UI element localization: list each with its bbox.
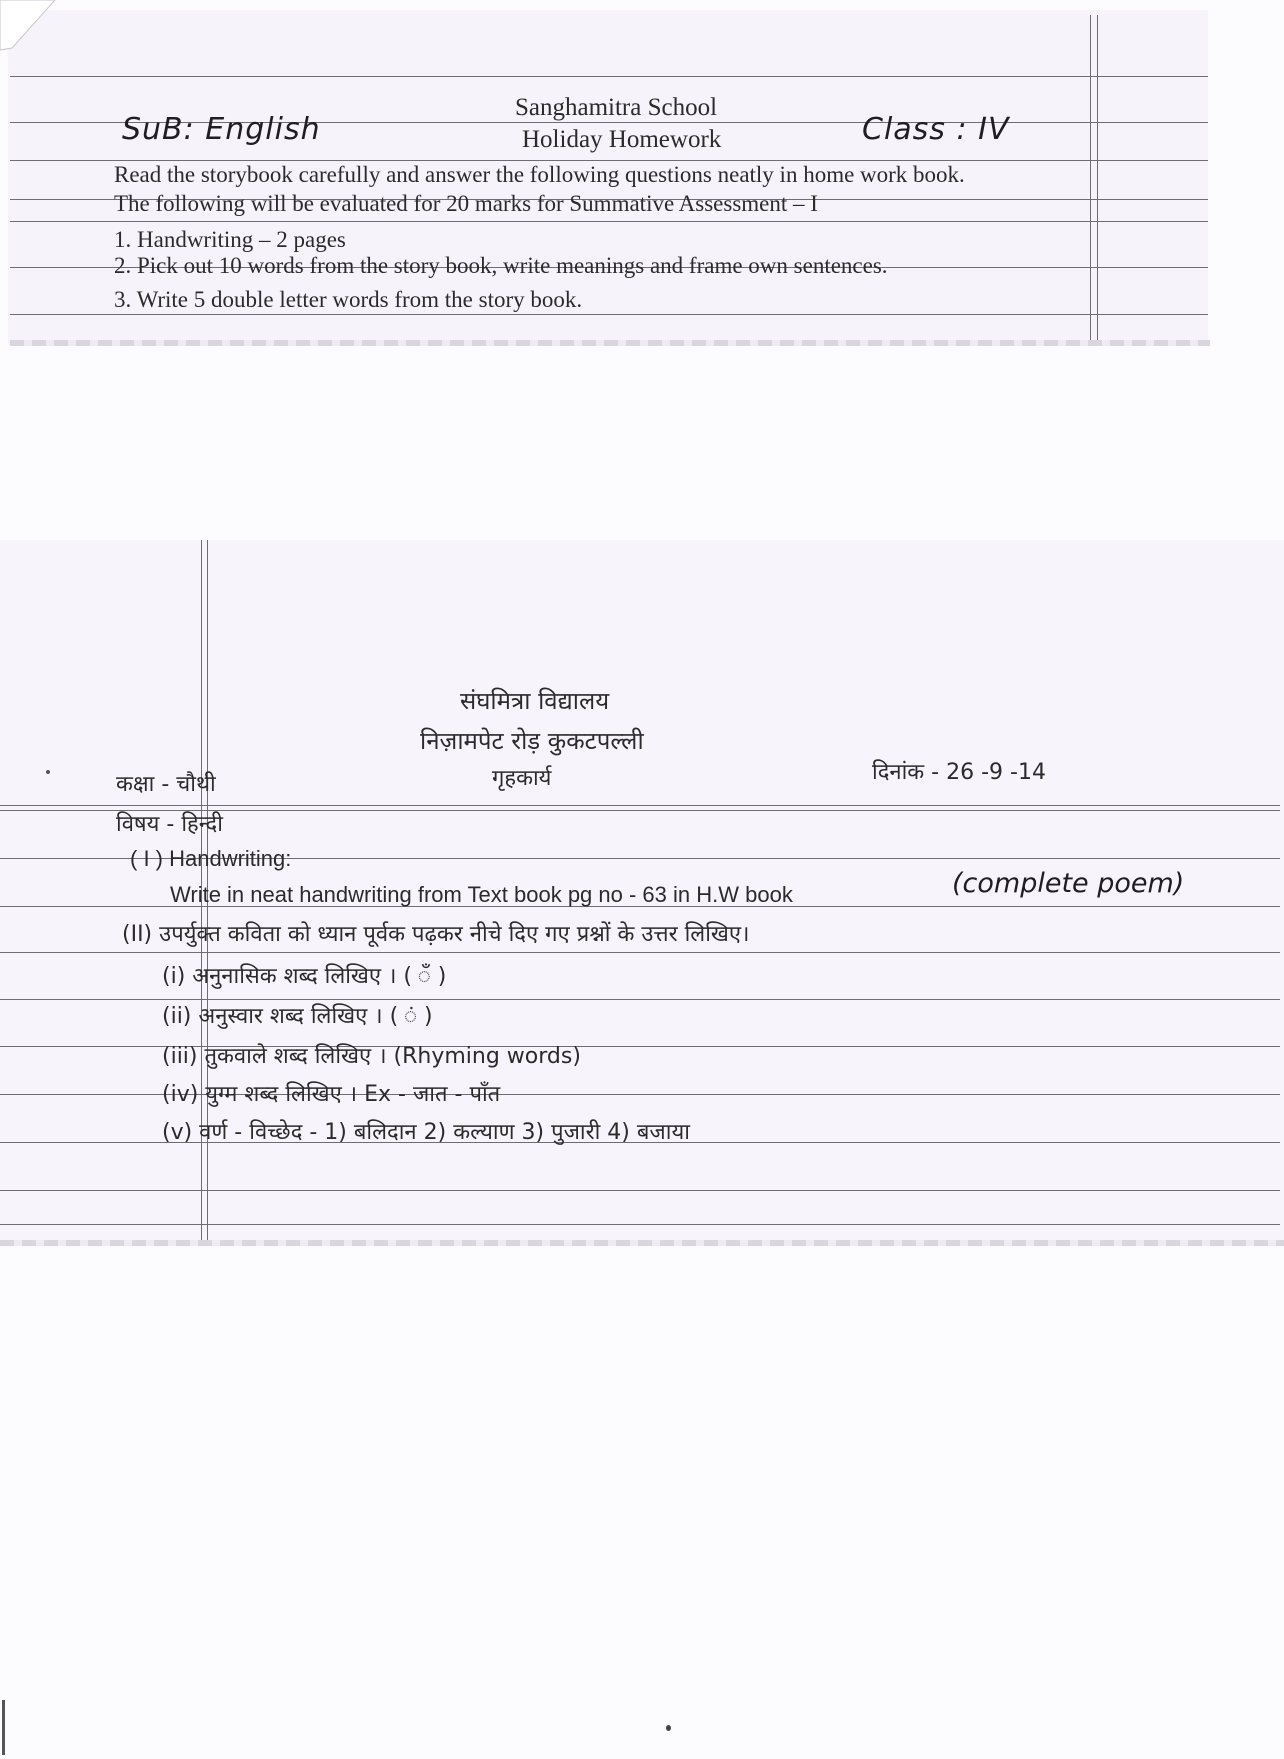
ruled-line bbox=[10, 160, 1208, 161]
scan-speck bbox=[46, 770, 50, 774]
class-handwritten: Class : IV bbox=[862, 112, 1010, 147]
ruled-line bbox=[0, 1190, 1280, 1191]
subject-label: विषय - हिन्दी bbox=[116, 812, 223, 837]
question-item: (iii) तुकवाले शब्द लिखिए । (Rhyming words) bbox=[162, 1044, 581, 1069]
question-item: (v) वर्ण - विच्छेद - 1) बलिदान 2) कल्याण 3) पुजारी 4) बजाया bbox=[162, 1120, 690, 1145]
list-item: 1. Handwriting – 2 pages bbox=[114, 227, 346, 252]
ruled-line bbox=[10, 76, 1208, 77]
school-name: Sanghamitra School bbox=[515, 94, 718, 121]
list-item: 3. Write 5 double letter words from the story book. bbox=[114, 287, 583, 312]
torn-edge bbox=[10, 340, 1210, 346]
ruled-line bbox=[10, 221, 1208, 222]
question-item: (ii) अनुस्वार शब्द लिखिए । ( ं ) bbox=[162, 1004, 433, 1029]
subject-handwritten: SuB: English bbox=[122, 112, 321, 147]
question-item: (iv) युग्म शब्द लिखिए । Ex - जात - पाँत bbox=[162, 1082, 501, 1107]
ruled-line bbox=[0, 1224, 1280, 1225]
ruled-line bbox=[10, 314, 1208, 315]
handwriting-instruction: Write in neat handwriting from Text book pg no - 63 in H.W book bbox=[170, 882, 793, 907]
section-heading: (II) उपर्युक्त कविता को ध्यान पूर्वक पढ़कर नीचे दिए गए प्रश्नों के उत्तर लिखिए। bbox=[122, 922, 750, 947]
section-heading: ( I ) Handwriting: bbox=[130, 846, 292, 871]
margin-line bbox=[1090, 15, 1091, 340]
date-label: दिनांक - 26 -9 -14 bbox=[872, 760, 1046, 785]
list-item: 2. Pick out 10 words from the story book, write meanings and frame own sentences. bbox=[114, 253, 888, 278]
margin-line bbox=[1097, 15, 1098, 340]
instruction-line: Read the storybook carefully and answer the following questions neatly in home work book. bbox=[114, 162, 965, 187]
scan-edge bbox=[2, 1700, 5, 1755]
school-address: निज़ामपेट रोड़ कुकटपल्ली bbox=[420, 727, 644, 755]
torn-edge bbox=[0, 1240, 1284, 1246]
ruled-line bbox=[0, 805, 1280, 806]
ruled-line bbox=[0, 952, 1280, 953]
handwritten-note: (complete poem) bbox=[952, 868, 1185, 899]
class-label: कक्षा - चौथी bbox=[116, 772, 216, 797]
scan-speck bbox=[666, 1725, 671, 1731]
question-item: (i) अनुनासिक शब्द लिखिए । ( ँ ) bbox=[162, 964, 447, 989]
folded-corner-icon bbox=[0, 0, 60, 55]
homework-title: Holiday Homework bbox=[522, 126, 722, 153]
school-name-hindi: संघमित्रा विद्यालय bbox=[460, 687, 610, 715]
instruction-line: The following will be evaluated for 20 marks for Summative Assessment – I bbox=[114, 191, 818, 216]
homework-title-hindi: गृहकार्य bbox=[492, 766, 552, 791]
